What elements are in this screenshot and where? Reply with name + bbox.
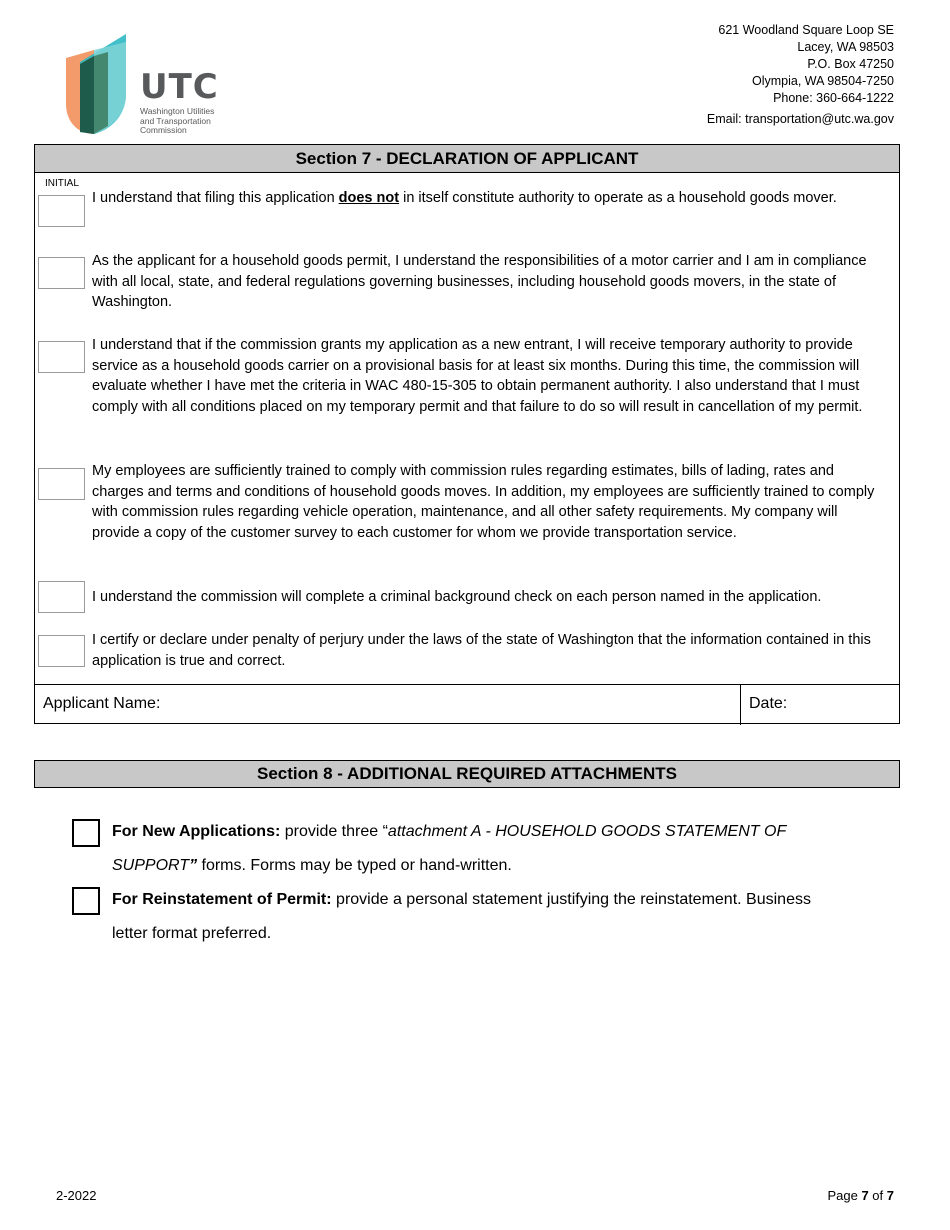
address-phone: Phone: 360-664-1222	[773, 91, 894, 105]
logo-subtitle-line2: and Transportation	[140, 115, 211, 126]
initial-box-1[interactable]	[38, 195, 85, 227]
reinstatement-text: For Reinstatement of Permit: provide a personal statement justifying the reinstatement. Business letter format preferred.	[112, 891, 811, 942]
declaration-text-2: As the applicant for a household goods permit, I understand the responsibilities of a motor carrier and I am in compliance with all local, state, and federal regulations governing businesses, including household goods movers, in the state of Washington.	[92, 253, 867, 311]
new-application-label: For New Applications:	[112, 823, 281, 840]
declaration-text-5: I understand the commission will complete a criminal background check on each person named in the application.	[92, 589, 822, 605]
declaration-text-4: My employees are sufficiently trained to comply with commission rules regarding estimates, bills of lading, rates and charges and terms and conditions of household goods moves. In addition, my employees are sufficiently trained to comply with commission rules regarding vehicle operation, maintenance, and all other safety requirements. My company will provide a copy of the customer survey to each customer for whom we provide transportation service.	[92, 463, 875, 541]
section7-declaration	[34, 144, 900, 724]
signature-divider	[740, 685, 741, 725]
declaration-text-6: I certify or declare under penalty of perjury under the laws of the state of Washington that the information contained in this application is true and correct.	[92, 632, 871, 669]
initial-box-2[interactable]	[38, 257, 85, 289]
new-application-checkbox[interactable]	[72, 819, 100, 847]
page-number: Page 7 of 7	[827, 1188, 894, 1203]
section8-title: Section 8 - ADDITIONAL REQUIRED ATTACHMENTS	[34, 760, 900, 788]
utc-logo-mark-icon	[64, 34, 128, 138]
initial-box-3[interactable]	[38, 341, 85, 373]
new-application-text: For New Applications: provide three “attachment A - HOUSEHOLD GOODS STATEMENT OF SUPPORT” forms. Forms may be typed or hand-written.	[112, 823, 786, 874]
reinstatement-label: For Reinstatement of Permit:	[112, 891, 332, 908]
logo-subtitle-line3: Commission	[140, 125, 187, 135]
declaration-text-1: I understand that filing this application does not in itself constitute authority to operate as a household goods mover.	[92, 190, 837, 206]
initial-box-5[interactable]	[38, 581, 85, 613]
initial-label: INITIAL	[45, 178, 79, 189]
utc-logo	[64, 34, 234, 138]
declaration-text-3: I understand that if the commission grants my application as a new entrant, I will receive temporary authority to provide service as a household goods carrier on a provisional basis for at least six months. During this time, the commission will evaluate whether I have met the criteria in WAC 480-15-305 to obtain permanent authority. I also understand that I must comply with all conditions placed on my temporary permit and that failure to do so will result in cancellation of my permit.	[92, 337, 863, 415]
address-line3: P.O. Box 47250	[807, 57, 894, 71]
section7-title: Section 7 - DECLARATION OF APPLICANT	[35, 145, 899, 173]
address-line4: Olympia, WA 98504-7250	[752, 74, 894, 88]
address-line1: 621 Woodland Square Loop SE	[718, 23, 894, 37]
address-email: Email: transportation@utc.wa.gov	[706, 112, 894, 126]
logo-acronym: UTC	[140, 67, 219, 107]
revision-date: 2-2022	[56, 1188, 97, 1203]
emphasis-does-not: does not	[338, 190, 400, 206]
logo-subtitle-line1: Washington Utilities	[140, 106, 215, 116]
reinstatement-checkbox[interactable]	[72, 887, 100, 915]
applicant-name-label: Applicant Name:	[43, 695, 161, 712]
signature-row	[35, 684, 899, 725]
initial-box-6[interactable]	[38, 635, 85, 667]
date-label: Date:	[749, 695, 788, 712]
initial-box-4[interactable]	[38, 468, 85, 500]
address-block	[707, 22, 894, 128]
address-line2: Lacey, WA 98503	[797, 40, 894, 54]
